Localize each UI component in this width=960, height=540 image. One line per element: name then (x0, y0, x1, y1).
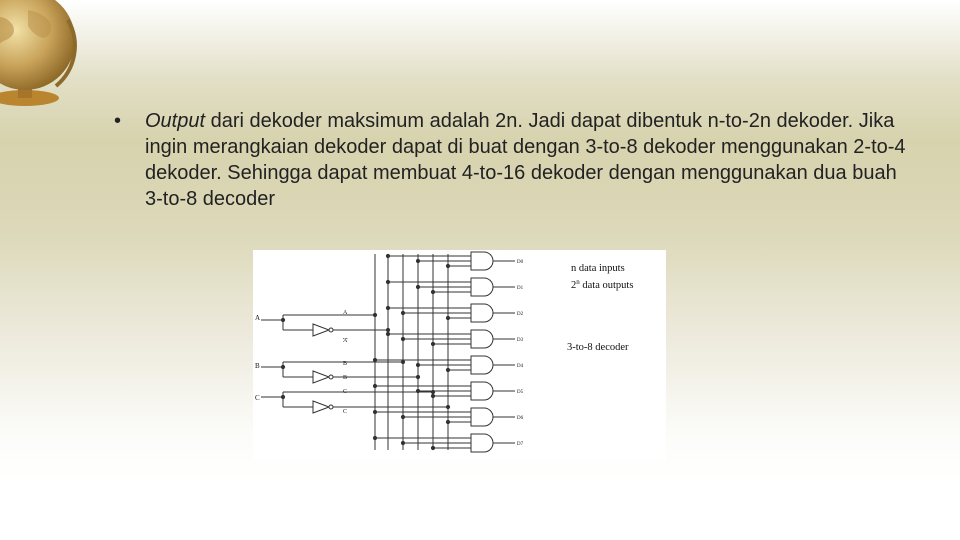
bullet-paragraph (114, 108, 908, 212)
output-label: D1 (517, 286, 524, 291)
note-data-outputs: 2$^n$ data outputs (571, 278, 634, 291)
bullet-symbol: • (114, 110, 122, 132)
wire-label-c: C (343, 389, 348, 395)
and-gate-D2 (471, 304, 493, 322)
bullet-body (145, 108, 908, 212)
and-gates (471, 252, 493, 452)
and-gate-D0 (471, 252, 493, 270)
output-label: D3 (517, 338, 524, 343)
input-label-a: A (255, 314, 261, 322)
output-label: D0 (517, 260, 524, 265)
and-gate-D3 (471, 330, 493, 348)
bullet-italic-word: Output (145, 110, 206, 132)
decoder-diagram (253, 250, 666, 460)
note-decoder-type: 3-to-8 decoder (567, 342, 629, 353)
output-label: D2 (517, 312, 524, 317)
wire-label-c-bar: C (343, 409, 348, 415)
and-gate-D6 (471, 408, 493, 426)
inverter-B (313, 371, 329, 383)
wire-label-a-bar: A (343, 338, 348, 344)
and-gate-D5 (471, 382, 493, 400)
globe-decoration (0, 0, 90, 120)
inverter-A (313, 324, 329, 336)
inverter-C (313, 401, 329, 413)
input-label-b: B (255, 362, 260, 370)
inverter-gates (313, 324, 333, 413)
output-label: D4 (517, 364, 524, 369)
output-label: D5 (517, 390, 524, 395)
and-gate-D7 (471, 434, 493, 452)
output-label: D7 (517, 442, 524, 447)
wire-label-a: A (343, 310, 348, 316)
output-label: D6 (517, 416, 524, 421)
input-label-c: C (255, 394, 260, 402)
bullet-text: dari dekoder maksimum adalah 2n. Jadi dapat dibentuk n-to-2n dekoder. Jika ingin merangkaian dekoder dapat di buat dengan 3-to-8 dekoder menggunakan 2-to-4 dekoder. Sehingga dapat membuat 4-to-16 dekoder dengan menggunakan dua buah 3-to-8 decoder (145, 110, 906, 210)
wire-label-b: B (343, 361, 348, 367)
and-gate-D1 (471, 278, 493, 296)
note-data-inputs: n data inputs (571, 263, 625, 274)
and-gate-D4 (471, 356, 493, 374)
wire-label-b-bar: B (343, 375, 348, 381)
